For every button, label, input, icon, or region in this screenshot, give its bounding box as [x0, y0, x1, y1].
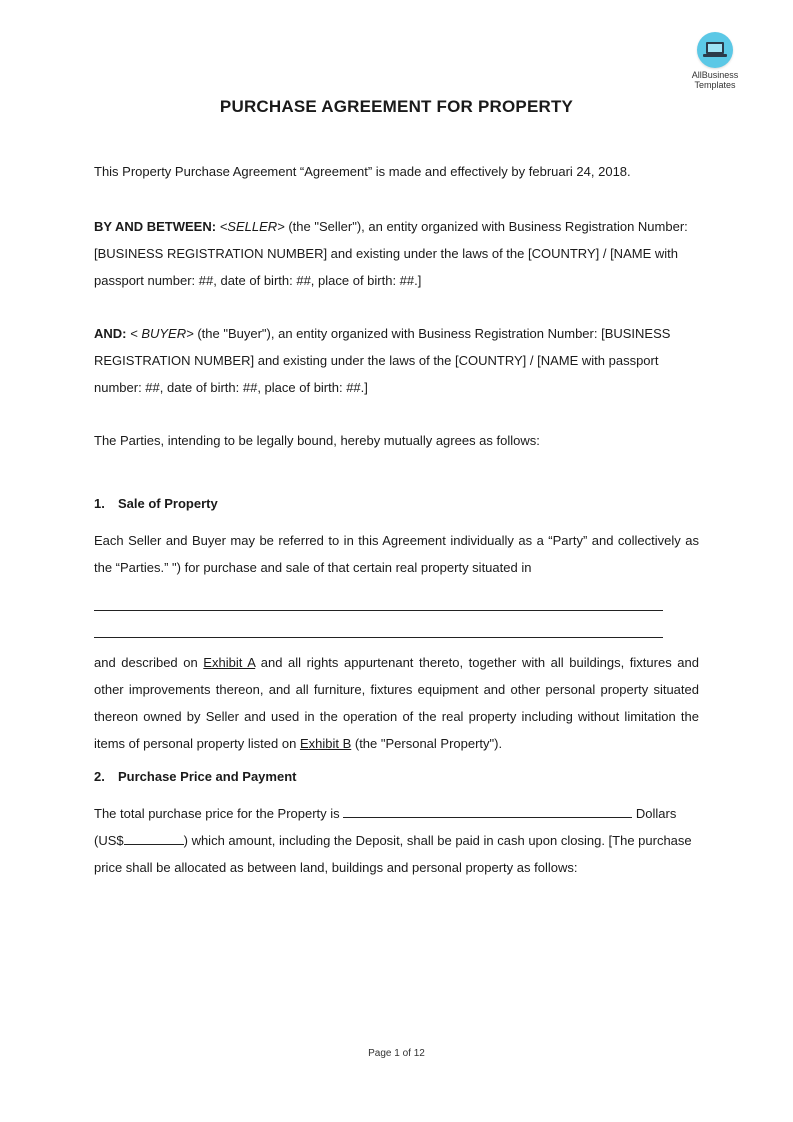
page-number: Page 1 of 12: [368, 1048, 425, 1059]
buyer-placeholder: < BUYER>: [130, 326, 194, 341]
section-2-para-a: The total purchase price for the Property is: [94, 806, 344, 821]
buyer-label: AND:: [94, 326, 127, 341]
usd-amount-blank[interactable]: [124, 830, 184, 845]
logo-text: [680, 70, 750, 90]
section-1-paragraph-1: Each Seller and Buyer may be referred to in this Agreement individually as a “Party” and collectively as the “Parties.” ") for purchase and sale of that certain real property situated in: [94, 533, 699, 575]
buyer-text: (the "Buyer"), an entity organized with Business Registration Number: [BUSINESS REGISTRATION NUMBER] and existing under the laws of the [COUNTRY] / [NAME with passport number: ##, date of birth: ##, place of birth: ##.]: [94, 326, 671, 395]
section-2-heading: [94, 763, 699, 790]
section-1-number: 1.: [94, 496, 105, 511]
seller-text: (the "Seller"), an entity organized with Business Registration Number: [BUSINESS REGISTRATION NUMBER] and existing under the laws of the [COUNTRY] / [NAME with passport number: ##, date of birth: ##, place of birth: ##.]: [94, 219, 688, 288]
section-1-paragraph-2: [94, 649, 699, 757]
section-2-para-c: ) which amount, including the Deposit, shall be paid in cash upon closing. [The purchase price shall be allocated as between land, buildings and personal property as follows:: [94, 833, 692, 875]
logo-line1: AllBusiness: [691, 70, 739, 80]
company-logo: [680, 32, 750, 90]
document-body: [94, 158, 699, 881]
seller-placeholder: <SELLER>: [219, 219, 285, 234]
property-location-blank-2[interactable]: [94, 618, 663, 645]
section-1-title: Sale of Property: [118, 496, 218, 511]
section-2-paragraph: [94, 800, 699, 881]
laptop-icon: [697, 32, 733, 68]
document-title: PURCHASE AGREEMENT FOR PROPERTY: [219, 97, 574, 116]
section-1-para2-c: (the "Personal Property").: [351, 736, 503, 751]
exhibit-b-link[interactable]: Exhibit B: [299, 736, 352, 751]
section-2-para-b: Dollars (US$: [94, 806, 677, 848]
property-location-blank-1[interactable]: [94, 591, 663, 618]
section-2-title: Purchase Price and Payment: [118, 769, 297, 784]
exhibit-a-link[interactable]: Exhibit A: [203, 655, 256, 670]
intro-paragraph: This Property Purchase Agreement “Agreement” is made and effectively by februari 24, 2018.: [94, 164, 631, 179]
section-1-para2-a: and described on: [94, 655, 204, 670]
logo-line2: Templates: [694, 80, 736, 90]
parties-statement: The Parties, intending to be legally bound, hereby mutually agrees as follows:: [94, 433, 540, 448]
seller-paragraph: [94, 213, 699, 294]
section-2-number: 2.: [94, 769, 105, 784]
section-1-para2-b: and all rights appurtenant thereto, together with all buildings, fixtures and other improvements thereon, and all furniture, fixtures equipment and other personal property situated thereon owned by Seller and used in the operation of the real property including without limitation the items of personal property listed on: [94, 655, 699, 751]
section-1-heading: [94, 490, 699, 517]
seller-label: BY AND BETWEEN:: [94, 219, 217, 234]
purchase-price-blank[interactable]: [343, 803, 632, 818]
buyer-paragraph: [94, 320, 699, 401]
